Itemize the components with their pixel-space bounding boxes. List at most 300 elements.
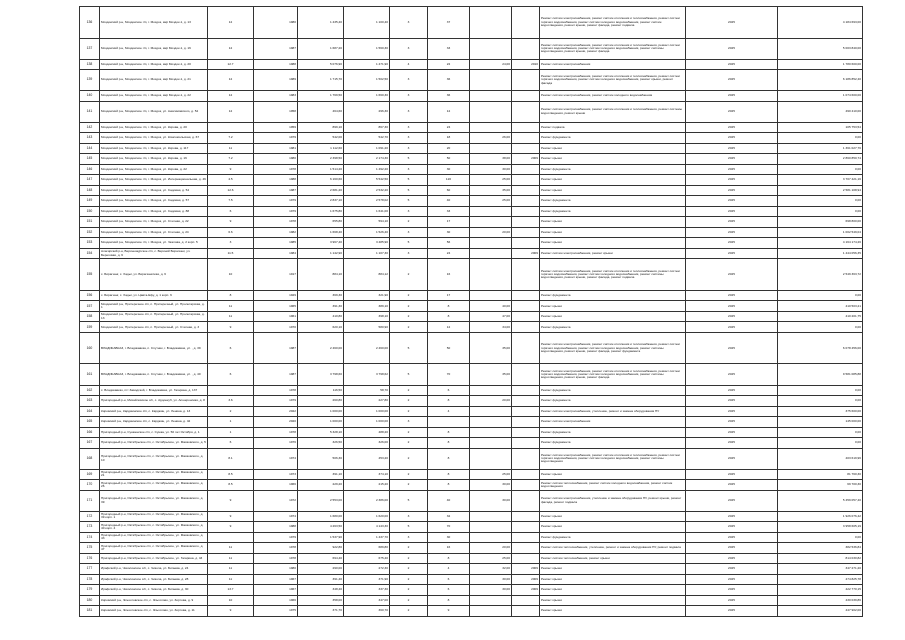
address-cell: ВЛАДИКАВКАЗ, г. Владикавказ, п. Спутник, г. Владикавказ, ул. , д. 39 [100, 332, 208, 364]
works-cell: Ремонт систем теплоснабжения, ремонт систем холодного водоснабжения, ремонт систем водоотведения [540, 480, 686, 491]
floors-cell: 3.6 [208, 396, 254, 407]
wear-cell [470, 259, 512, 291]
living-area-cell: 398,10 [344, 311, 390, 322]
address-cell: Моздокский р-н, Моздокское г/п, г. Моздок, ул. Комсомольская, д. 67 [100, 133, 208, 144]
table-row [80, 70, 863, 91]
wear-cell: 38,00 [470, 154, 512, 165]
table-row [80, 364, 863, 385]
row-number: 161 [80, 364, 100, 385]
apartments-cell [428, 417, 470, 428]
cost-cell: 0,00 [778, 290, 863, 301]
plan-year-cell: 2025 [686, 427, 778, 438]
apartments-cell: 33 [428, 38, 470, 59]
living-area-cell: 3 798,62 [344, 364, 390, 385]
living-area-cell: 2 386,00 [344, 490, 390, 511]
floors-count-cell: 5 [390, 332, 428, 364]
plan-year-cell: 2025 [686, 290, 778, 301]
year-cell: 1972 [254, 490, 298, 511]
apartments-cell: 50 [428, 154, 470, 165]
works-cell: Ремонт систем электроснабжения, ремонт систем отопления и теплоснабжения, ремонт систем горячего водоснабжения, ремонт систем холодного водоснабжения, ремонт крыши, ремонт фасада [540, 70, 686, 91]
last-repair-year-cell [512, 311, 540, 322]
total-area-cell: 1 675,80 [298, 206, 344, 217]
last-repair-year-cell [512, 438, 540, 449]
row-number: 171 [80, 490, 100, 511]
living-area-cell: 326,00 [344, 438, 390, 449]
last-repair-year-cell [512, 7, 540, 39]
year-cell: 1984 [254, 248, 298, 259]
address-cell: Алагирский р-н, Верхнезаурское с/п, с. Верхний Бирагзанг, ул. Береговая, д. 6 [100, 248, 208, 259]
row-number: 145 [80, 154, 100, 165]
total-area-cell: 391,30 [298, 301, 344, 312]
apartments-cell: 8 [428, 448, 470, 469]
cost-cell: 2 581 108,94 [778, 185, 863, 196]
plan-year-cell: 2025 [686, 175, 778, 186]
total-area-cell: 3 798,60 [298, 364, 344, 385]
address-cell: Моздокский р-н, Моздокское г/п, г. Моздок, мкр Моздок-1, д. 21 [100, 70, 208, 91]
living-area-cell: 2 174,30 [344, 154, 390, 165]
floors-count-cell: 3 [390, 164, 428, 175]
total-area-cell: 5 328,10 [298, 427, 344, 438]
last-repair-year-cell [512, 511, 540, 522]
plan-year-cell: 2025 [686, 322, 778, 333]
last-repair-year-cell [512, 490, 540, 511]
total-area-cell: 884,10 [298, 259, 344, 291]
total-area-cell: 371,70 [298, 606, 344, 617]
plan-year-cell: 2025 [686, 301, 778, 312]
works-cell: Ремонт систем электроснабжения, ремонт систем отопления и теплоснабжения, ремонт систем горячего водоснабжения, ремонт систем холодного водоснабжения, ремонт системы водоотведения, ремонт крыши, ремонт фасада, ремонт подвала [540, 259, 686, 291]
table-row [80, 7, 863, 39]
row-number: 146 [80, 164, 100, 175]
table-row [80, 585, 863, 596]
plan-year-cell: 2025 [686, 396, 778, 407]
works-cell: Ремонт систем электроснабжения, ремонт систем отопления и теплоснабжения, ремонт систем горячего водоснабжения, ремонт систем холодного водоснабжения, ремонт системы водоотведения [540, 448, 686, 469]
works-cell: Ремонт крыши [540, 511, 686, 522]
floors-cell [208, 122, 254, 133]
table-row [80, 91, 863, 102]
floors-count-cell: 3 [390, 70, 428, 91]
row-number: 139 [80, 70, 100, 91]
works-cell: Ремонт систем электроснабжения, ремонт крыши [540, 248, 686, 259]
row-number: 157 [80, 301, 100, 312]
row-number: 158 [80, 311, 100, 322]
row-number: 175 [80, 543, 100, 554]
floors-count-cell: 2 [390, 396, 428, 407]
apartments-cell: 120 [428, 175, 470, 186]
cost-cell: 347 271,20 [778, 564, 863, 575]
year-cell: 1980 [254, 154, 298, 165]
living-area-cell: 1 560,30 [344, 38, 390, 59]
works-cell: Ремонт систем электроснабжения [540, 417, 686, 428]
floors-cell: 6 [208, 364, 254, 385]
floors-count-cell: 3 [390, 532, 428, 543]
plan-year-cell: 2025 [686, 154, 778, 165]
works-cell: Ремонт крыши [540, 469, 686, 480]
address-cell: Пригородный р-н, Октябрьское с/п, с. Октябрьское, ул. Маяковского, д. 43 [100, 532, 208, 543]
last-repair-year-cell [512, 70, 540, 91]
row-number: 159 [80, 322, 100, 333]
total-area-cell: 1 715,70 [298, 70, 344, 91]
apartments-cell: 36 [428, 70, 470, 91]
last-repair-year-cell [512, 38, 540, 59]
cost-cell: 2 549 363,72 [778, 259, 863, 291]
living-area-cell: 389,10 [344, 301, 390, 312]
address-cell: Моздокский р-н, Моздокское г/п, г. Моздок, ул. Кирова, д. 22 [100, 164, 208, 175]
last-repair-year-cell [512, 322, 540, 333]
table-row [80, 553, 863, 564]
address-cell: с. Владикавказ, пгт Заводской, г. Владикавказ, ул. Гагарина, д. 137 [100, 385, 208, 396]
cost-cell: 0,00 [778, 322, 863, 333]
year-cell: 2022 [254, 406, 298, 417]
row-number: 136 [80, 7, 100, 39]
cost-cell: 3 958 605,19 [778, 522, 863, 533]
living-area-cell: 1 660,30 [344, 91, 390, 102]
wear-cell [470, 427, 512, 438]
year-cell: 1987 [254, 38, 298, 59]
year-cell: 1978 [254, 217, 298, 228]
floors-count-cell: 3 [390, 7, 428, 39]
floors-cell: 11 [208, 574, 254, 585]
total-area-cell: 2 398,50 [298, 154, 344, 165]
works-cell: Ремонт систем электроснабжения, ремонт систем отопления и теплоснабжения, ремонт систем горячего водоснабжения, ремонт систем холодного водоснабжения, ремонт системы водоотведения, ремонт крыши, ремонт фасада [540, 364, 686, 385]
year-cell: 1980 [254, 564, 298, 575]
address-cell: Моздокский р-н, Моздокское г/п, г. Моздок, ул. Степная, д. 24 [100, 227, 208, 238]
plan-year-cell: 2025 [686, 417, 778, 428]
floors-count-cell: 2 [390, 438, 428, 449]
address-cell: Ирафский р-н, Чиколинское с/п, с. Чикола, ул. Бигаева, д. 24 [100, 564, 208, 575]
living-area-cell: 227,80 [344, 396, 390, 407]
last-repair-year-cell [512, 91, 540, 102]
cost-cell: 422 770,15 [778, 585, 863, 596]
floors-count-cell: 2 [390, 290, 428, 301]
apartments-cell: 8 [428, 480, 470, 491]
row-number: 180 [80, 595, 100, 606]
cost-cell: 814 030,82 [778, 553, 863, 564]
wear-cell [470, 238, 512, 249]
floors-count-cell: 2 [390, 301, 428, 312]
year-cell: 1974 [254, 511, 298, 522]
floors-count-cell: 2 [390, 259, 428, 291]
table-row [80, 238, 863, 249]
floors-count-cell: 5 [390, 185, 428, 196]
apartments-cell: 8 [428, 438, 470, 449]
apartments-cell: 17 [428, 290, 470, 301]
wear-cell [470, 38, 512, 59]
row-number: 177 [80, 564, 100, 575]
wear-cell: 25,00 [470, 469, 512, 480]
row-number: 150 [80, 206, 100, 217]
table-row [80, 511, 863, 522]
last-repair-year-cell: 2009 [512, 585, 540, 596]
floors-cell: 12 [208, 91, 254, 102]
works-cell: Ремонт крыши [540, 217, 686, 228]
total-area-cell: 1 142,90 [298, 248, 344, 259]
last-repair-year-cell [512, 101, 540, 122]
works-cell: Ремонт систем электроснабжения, ремонт систем отопления и теплоснабжения, ремонт системы водоотведения, ремонт крыши [540, 101, 686, 122]
year-cell: 1987 [254, 364, 298, 385]
cost-cell: 105 753,54 [778, 122, 863, 133]
apartments-cell: 8 [428, 469, 470, 480]
floors-count-cell: 3 [390, 206, 428, 217]
floors-count-cell: 2 [390, 469, 428, 480]
apartments-cell: 22 [428, 59, 470, 70]
floors-cell: 6 [208, 332, 254, 364]
plan-year-cell: 2025 [686, 227, 778, 238]
apartments-cell: 17 [428, 217, 470, 228]
address-cell: Пригородный р-н, Октябрьское с/п, с. Октябрьское, ул. Гагарина, д. 43 [100, 553, 208, 564]
table-row [80, 227, 863, 238]
plan-year-cell: 2025 [686, 7, 778, 39]
cost-cell: 4 184 693,00 [778, 7, 863, 39]
floors-cell: 11 [208, 301, 254, 312]
apartments-cell: 24 [428, 122, 470, 133]
works-cell: Ремонт крыши [540, 522, 686, 533]
living-area-cell: 272,30 [344, 564, 390, 575]
floors-cell: 6.6 [208, 227, 254, 238]
table-row [80, 185, 863, 196]
works-cell: Ремонт фундамента [540, 427, 686, 438]
plan-year-cell: 2025 [686, 70, 778, 91]
table-row [80, 217, 863, 228]
year-cell: 1967 [254, 574, 298, 585]
table-row [80, 396, 863, 407]
floors-count-cell: 2 [390, 543, 428, 554]
total-area-cell: 290,00 [298, 564, 344, 575]
cost-cell: 0,00 [778, 532, 863, 543]
apartments-cell: 56 [428, 238, 470, 249]
wear-cell [470, 595, 512, 606]
table-row [80, 595, 863, 606]
plan-year-cell: 2025 [686, 91, 778, 102]
table-row [80, 480, 863, 491]
cost-cell: 490 410,00 [778, 101, 863, 122]
apartments-cell: 30 [428, 532, 470, 543]
total-area-cell: 260,80 [298, 396, 344, 407]
apartments-cell: 36 [428, 91, 470, 102]
year-cell: 1982 [254, 227, 298, 238]
address-cell: Моздокский р-н, Моздокское г/п, г. Моздок, ул. Садовая, д. 88 [100, 206, 208, 217]
row-number: 151 [80, 217, 100, 228]
floors-count-cell: 2 [390, 595, 428, 606]
last-repair-year-cell [512, 175, 540, 186]
wear-cell [470, 385, 512, 396]
plan-year-cell: 2025 [686, 606, 778, 617]
living-area-cell: 1 000,00 [344, 417, 390, 428]
address-cell: Кировский р-н, Карджинское с/п, с. Карджин, ул. Ленина, д. 13 [100, 406, 208, 417]
row-number: 179 [80, 585, 100, 596]
living-area-cell: 594,10 [344, 217, 390, 228]
plan-year-cell: 2025 [686, 469, 778, 480]
apartments-cell: 30 [428, 164, 470, 175]
cost-cell: 81 760,30 [778, 469, 863, 480]
plan-year-cell: 2025 [686, 385, 778, 396]
total-area-cell: 506,30 [298, 448, 344, 469]
last-repair-year-cell [512, 227, 540, 238]
year-cell: 1975 [254, 606, 298, 617]
address-cell: Моздокский р-н, Моздокское г/п, г. Моздок, мкр Моздок-1, д. 22 [100, 91, 208, 102]
wear-cell [470, 7, 512, 39]
total-area-cell: 1 687,20 [298, 38, 344, 59]
works-cell: Ремонт крыши [540, 585, 686, 596]
wear-cell: 24,00 [470, 59, 512, 70]
year-cell: 1987 [254, 185, 298, 196]
address-cell: Пригородный р-н, Октябрьское с/п, с. Октябрьское, ул. Маяковского, д. 10 [100, 448, 208, 469]
plan-year-cell: 2025 [686, 574, 778, 585]
last-repair-year-cell [512, 364, 540, 385]
address-cell: Моздокский р-н, Притеречное с/п, п. Притеречный, ул. Степная, д. 3 [100, 322, 208, 333]
apartments-cell: 50 [428, 332, 470, 364]
wear-cell: 25,00 [470, 175, 512, 186]
wear-cell [470, 122, 512, 133]
row-number: 152 [80, 227, 100, 238]
address-cell: Кировский р-н, Карджинское с/п, с. Карджин, ул. Ленина, д. 42 [100, 417, 208, 428]
last-repair-year-cell [512, 301, 540, 312]
floors-cell: 9 [208, 606, 254, 617]
total-area-cell: 1 112,60 [298, 143, 344, 154]
row-number: 155 [80, 259, 100, 291]
wear-cell [470, 417, 512, 428]
apartments-cell: 24 [428, 248, 470, 259]
year-cell: 1988 [254, 175, 298, 186]
year-cell: 1985 [254, 238, 298, 249]
total-area-cell: 369,30 [298, 290, 344, 301]
last-repair-year-cell [512, 238, 540, 249]
capital-repair-table [79, 6, 863, 617]
last-repair-year-cell [512, 417, 540, 428]
wear-cell: 25,00 [470, 196, 512, 207]
row-number: 149 [80, 196, 100, 207]
year-cell: 1979 [254, 532, 298, 543]
works-cell: Ремонт фундамента [540, 385, 686, 396]
plan-year-cell: 2025 [686, 364, 778, 385]
works-cell: Ремонт фундамента [540, 133, 686, 144]
living-area-cell: 1 526,40 [344, 227, 390, 238]
address-cell: Кировский р-н, Эльхотовское с/п, с. Эльхотово, ул. Зортова, д. 11 [100, 606, 208, 617]
row-number: 142 [80, 122, 100, 133]
floors-cell: 9 [208, 164, 254, 175]
floors-count-cell: 2 [390, 311, 428, 322]
table-row [80, 606, 863, 617]
living-area-cell: 58,70 [344, 385, 390, 396]
row-number: 154 [80, 248, 100, 259]
cost-cell: 5 003 840,00 [778, 38, 863, 59]
total-area-cell: 464,60 [298, 101, 344, 122]
floors-count-cell: 5 [390, 490, 428, 511]
total-area-cell: 229,20 [298, 480, 344, 491]
table-row [80, 543, 863, 554]
works-cell: Ремонт фундамента [540, 164, 686, 175]
wear-cell [470, 448, 512, 469]
cost-cell: 0,00 [778, 396, 863, 407]
table-row [80, 196, 863, 207]
wear-cell: 30,00 [470, 164, 512, 175]
table-row [80, 122, 863, 133]
cost-cell: 410 503,21 [778, 301, 863, 312]
floors-count-cell: 2 [390, 448, 428, 469]
address-cell: Моздокский р-н, Моздокское г/п, г. Моздок, мкр Моздок-1, д. 13 [100, 7, 208, 39]
floors-cell: 12.7 [208, 59, 254, 70]
wear-cell [470, 217, 512, 228]
living-area-cell: 1 091,20 [344, 143, 390, 154]
year-cell: 1978 [254, 553, 298, 564]
year-cell: 1988 [254, 59, 298, 70]
works-cell: Ремонт систем теплоснабжения, ремонт крыши [540, 553, 686, 564]
floors-cell: 9 [208, 522, 254, 533]
total-area-cell: 542,00 [298, 133, 344, 144]
last-repair-year-cell [512, 122, 540, 133]
wear-cell [470, 143, 512, 154]
row-number: 165 [80, 417, 100, 428]
last-repair-year-cell [512, 185, 540, 196]
year-cell: 1978 [254, 385, 298, 396]
table-row [80, 574, 863, 585]
table-row [80, 154, 863, 165]
floors-cell: 11 [208, 564, 254, 575]
year-cell: 1979 [254, 133, 298, 144]
apartments-cell: 16 [428, 543, 470, 554]
floors-cell: 11 [208, 553, 254, 564]
floors-count-cell: 2 [390, 385, 428, 396]
works-cell: Ремонт фундамента [540, 438, 686, 449]
living-area-cell: 5 542,50 [344, 175, 390, 186]
table-row [80, 311, 863, 322]
living-area-cell: 1 620,00 [344, 511, 390, 522]
wear-cell [470, 522, 512, 533]
table-row [80, 417, 863, 428]
wear-cell: 20,00 [470, 396, 512, 407]
apartments-cell: 8 [428, 301, 470, 312]
last-repair-year-cell: 2010 [512, 59, 540, 70]
plan-year-cell: 2025 [686, 143, 778, 154]
total-area-cell: 326,50 [298, 438, 344, 449]
plan-year-cell: 2025 [686, 595, 778, 606]
plan-year-cell: 2025 [686, 38, 778, 59]
year-cell: 1973 [254, 469, 298, 480]
living-area-cell: 360,70 [344, 606, 390, 617]
total-area-cell: 116,50 [298, 385, 344, 396]
living-area-cell: 2 532,20 [344, 185, 390, 196]
year-cell: 1978 [254, 427, 298, 438]
address-cell: Пригородный р-н, Октябрьское с/п, с. Октябрьское, ул. Маяковского, д. 39 корп. 1 [100, 511, 208, 522]
living-area-cell: 884,12 [344, 259, 390, 291]
row-number: 156 [80, 290, 100, 301]
floors-count-cell: 2 [390, 574, 428, 585]
floors-count-cell: 5 [390, 364, 428, 385]
wear-cell [470, 511, 512, 522]
floors-cell [208, 532, 254, 543]
plan-year-cell: 2025 [686, 248, 778, 259]
living-area-cell: 1 641,00 [344, 206, 390, 217]
apartments-cell: 37 [428, 7, 470, 39]
plan-year-cell: 2025 [686, 564, 778, 575]
works-cell: Ремонт крыши [540, 595, 686, 606]
row-number: 162 [80, 385, 100, 396]
last-repair-year-cell [512, 480, 540, 491]
floors-cell: 6 [208, 206, 254, 217]
cost-cell: 410 201,75 [778, 311, 863, 322]
apartments-cell: 40 [428, 196, 470, 207]
cost-cell: 2 860 850,74 [778, 154, 863, 165]
year-cell: 1979 [254, 196, 298, 207]
wear-cell: 30,00 [470, 480, 512, 491]
wear-cell: 25,00 [470, 553, 512, 564]
plan-year-cell: 2025 [686, 122, 778, 133]
floors-count-cell: 3 [390, 143, 428, 154]
table-row [80, 133, 863, 144]
floors-cell: 8.1 [208, 448, 254, 469]
floors-cell: 11 [208, 311, 254, 322]
row-number: 174 [80, 532, 100, 543]
floors-count-cell: 2 [390, 606, 428, 617]
